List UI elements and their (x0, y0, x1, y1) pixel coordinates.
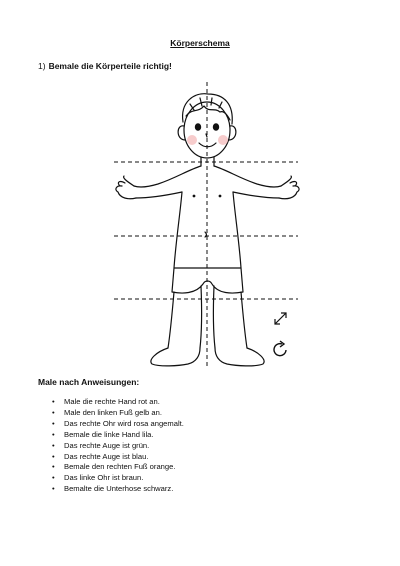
left-leg (168, 286, 202, 348)
torso-right (233, 192, 241, 268)
list-item: • Das rechte Auge ist grün. (52, 441, 184, 452)
left-foot (151, 348, 200, 366)
list-item: • Male die rechte Hand rot an. (52, 397, 184, 408)
diagonal-arrows-icon (275, 313, 286, 324)
right-eye (213, 124, 218, 130)
instructions-heading: Male nach Anweisungen: (38, 377, 140, 387)
list-item: • Bemale den rechten Fuß orange. (52, 462, 184, 473)
body-outline-drawing (110, 80, 300, 370)
list-item: • Bemalte die Unterhose schwarz. (52, 484, 184, 495)
torso-left (174, 192, 182, 268)
list-item: • Das rechte Auge ist blau. (52, 452, 184, 463)
right-foot (215, 348, 264, 366)
instructions-list (52, 397, 184, 495)
list-item: • Male den linken Fuß gelb an. (52, 408, 184, 419)
right-cheek (218, 135, 228, 145)
list-item: • Das linke Ohr ist braun. (52, 473, 184, 484)
right-arm-top (214, 166, 281, 187)
right-leg (213, 286, 247, 348)
right-arm-bottom (233, 192, 279, 198)
body-figure (110, 80, 300, 370)
task-heading (38, 61, 172, 71)
left-arm-bottom (136, 192, 182, 198)
page-title: Körperschema (170, 38, 230, 48)
left-cheek (187, 135, 197, 145)
list-item: • Das rechte Ohr wird rosa angemalt. (52, 419, 184, 430)
rotate-arrow-icon (274, 341, 286, 356)
list-item: • Bemale die linke Hand lila. (52, 430, 184, 441)
left-hand (116, 176, 136, 199)
right-hand (279, 176, 299, 199)
left-arm-top (134, 166, 201, 187)
task-heading-text: Bemale die Körperteile richtig! (48, 61, 172, 71)
left-eye (195, 124, 200, 130)
task-number: 1) (38, 61, 46, 71)
